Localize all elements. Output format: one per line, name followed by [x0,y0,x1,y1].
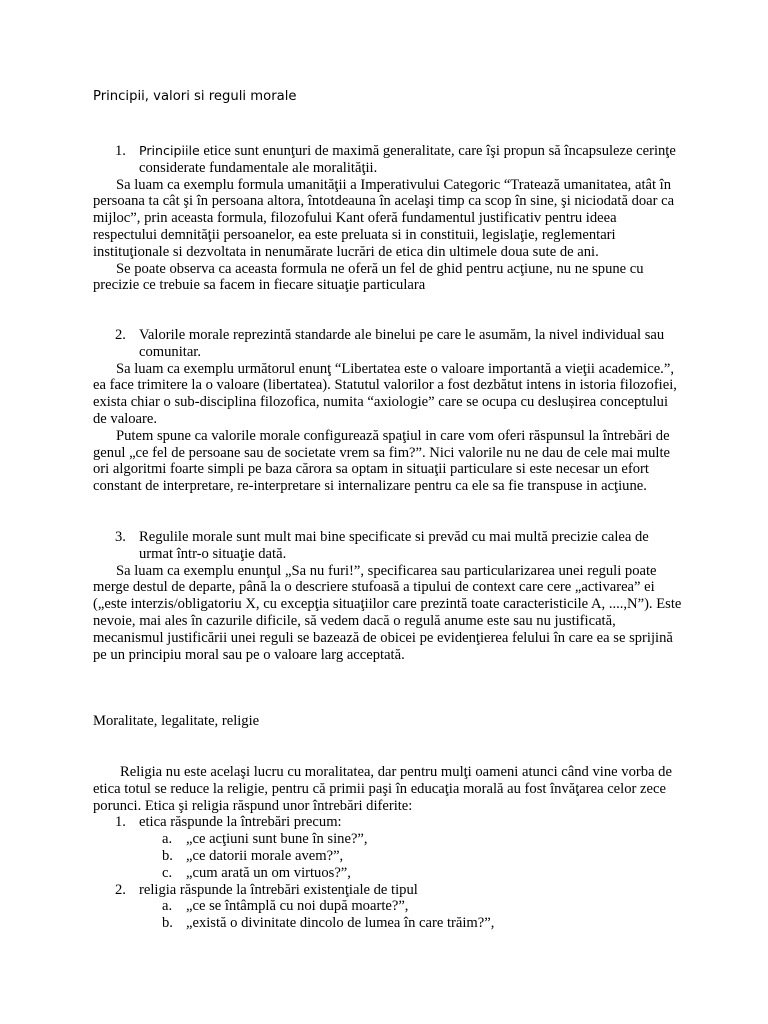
sub-list-item [93,915,683,932]
item-text: „ce se întâmplă cu noi după moarte?”, [186,898,409,915]
list-item-principles [93,143,683,177]
item-text: „ce datorii morale avem?”, [186,847,344,864]
item-text: „există o divinitate dincolo de lumea în care trăim?”, [186,915,495,932]
paragraph: Putem spune ca valorile morale configurează spaţiul in care vom oferi răspunsul la întrebări de genul „ce fel de persoane sau de societate vrem sa fim?”. Nici valorile nu ne dau de cele mai multe ori algoritmi foarte simpli pe baza cărora sa optam in situaţii particulare si este necesar un efort constant de interpretare, re-interpretare si internalizare pentru ca ele sa fie transpuse in acţiune. [93,427,671,495]
sub-list-item [93,831,683,848]
sub-list-letter: b. [162,915,173,932]
section-religion [93,764,683,932]
document-title: Principii, valori si reguli morale [93,89,297,104]
list-item-values [93,327,683,361]
paragraph: Sa luam ca exemplu următorul enunţ “Libertatea este o valoare importantă a vieţii academice.”, ea face trimitere la o valoare (libertatea). Statutul valorilor a fost dezbătut intens in istoria filozofiei, exista chiar o sub-disciplina filozofica, numita “axiologie” care se ocupa cu deslușirea conceptului de valoare. [93,360,677,427]
section-values [93,327,683,495]
list-item-rules [93,529,683,563]
item-text: „ce acţiuni sunt bune în sine?”, [186,831,368,848]
list-number: 2. [115,881,126,898]
item-text: etica răspunde la întrebări precum: [139,814,342,831]
list-number: 2. [115,327,126,343]
list-number: 1. [115,143,126,159]
item-text: Regulile morale sunt mult mai bine specificate si prevăd cu mai multă precizie calea de urmat într-o situaţie dată. [139,529,649,562]
paragraph: Sa luam ca exemplu enunţul „Sa nu furi!”, specificarea sau particularizarea unei reguli poate merge destul de departe, până la o descriere stufoasă a tipului de context care cere „activarea” ei („este interzis/obligatoriu X, cu excepţia situaţiilor care prezintă toate caracteristicile A, ....,N”). Este nevoie, mai ales în cazurile dificile, să vedem dacă o regulă anume este sau nu justificată, mecanismul justificării unei reguli se bazează de obicei pe evidenţierea felului în care ea se sprijină pe un principiu moral sau pe o valoare larg acceptată. [93,562,682,663]
sub-list-letter: c. [162,864,173,881]
sub-list-item [93,848,683,865]
paragraph: Se poate observa ca aceasta formula ne oferă un fel de ghid pentru acţiune, nu ne spune cu precizie ce trebuie sa facem in fiecare situaţie particulara [93,260,644,294]
item-text: Valorile morale reprezintă standarde ale binelui pe care le asumăm, la nivel individual sau comunitar. [139,327,665,360]
sub-list-letter: a. [162,831,173,848]
sub-list-item [93,865,683,882]
item-text: etice sunt enunţuri de maximă generalitate, care îşi propun să încapsuleze cerinţe considerate fundamentale ale moralităţii. [139,143,676,176]
section-principles [93,143,683,294]
list-number: 1. [115,814,126,831]
list-item [93,882,683,899]
list-item [93,814,683,831]
section-heading: Moralitate, legalitate, religie [93,713,260,729]
item-text: religia răspunde la întrebări existenţiale de tipul [139,881,418,898]
sub-list-item [93,898,683,915]
list-number: 3. [115,529,126,545]
lead-word: Principiile [139,143,200,158]
section-rules [93,529,683,663]
sub-list-letter: a. [162,898,173,915]
paragraph: Religia nu este acelaşi lucru cu moralitatea, dar pentru mulţi oameni atunci când vine vorba de etica totul se reduce la religie, pentru că primii paşi în educaţia morală au fost învăţarea celor zece porunci. Etica şi religia răspund unor întrebări diferite: [93,764,672,814]
paragraph: Sa luam ca exemplu formula umanităţii a Imperativului Categoric “Tratează umanitatea, atât în persoana ta cât şi în persoana altora, întotdeauna în acelaşi timp ca scop în sine, şi niciodată doar ca mijloc”, prin aceasta formula, filozofului Kant oferă fundamentul justificativ pentru ideea respectului demnităţii persoanelor, ea este preluata si in constituii, legislaţie, reglementari instituţionale si dezvoltata in nenumărate lucrări de etica din ultimele doua sute de ani. [93,176,675,260]
sub-list-letter: b. [162,847,173,864]
item-text: „cum arată un om virtuos?”, [186,864,351,881]
